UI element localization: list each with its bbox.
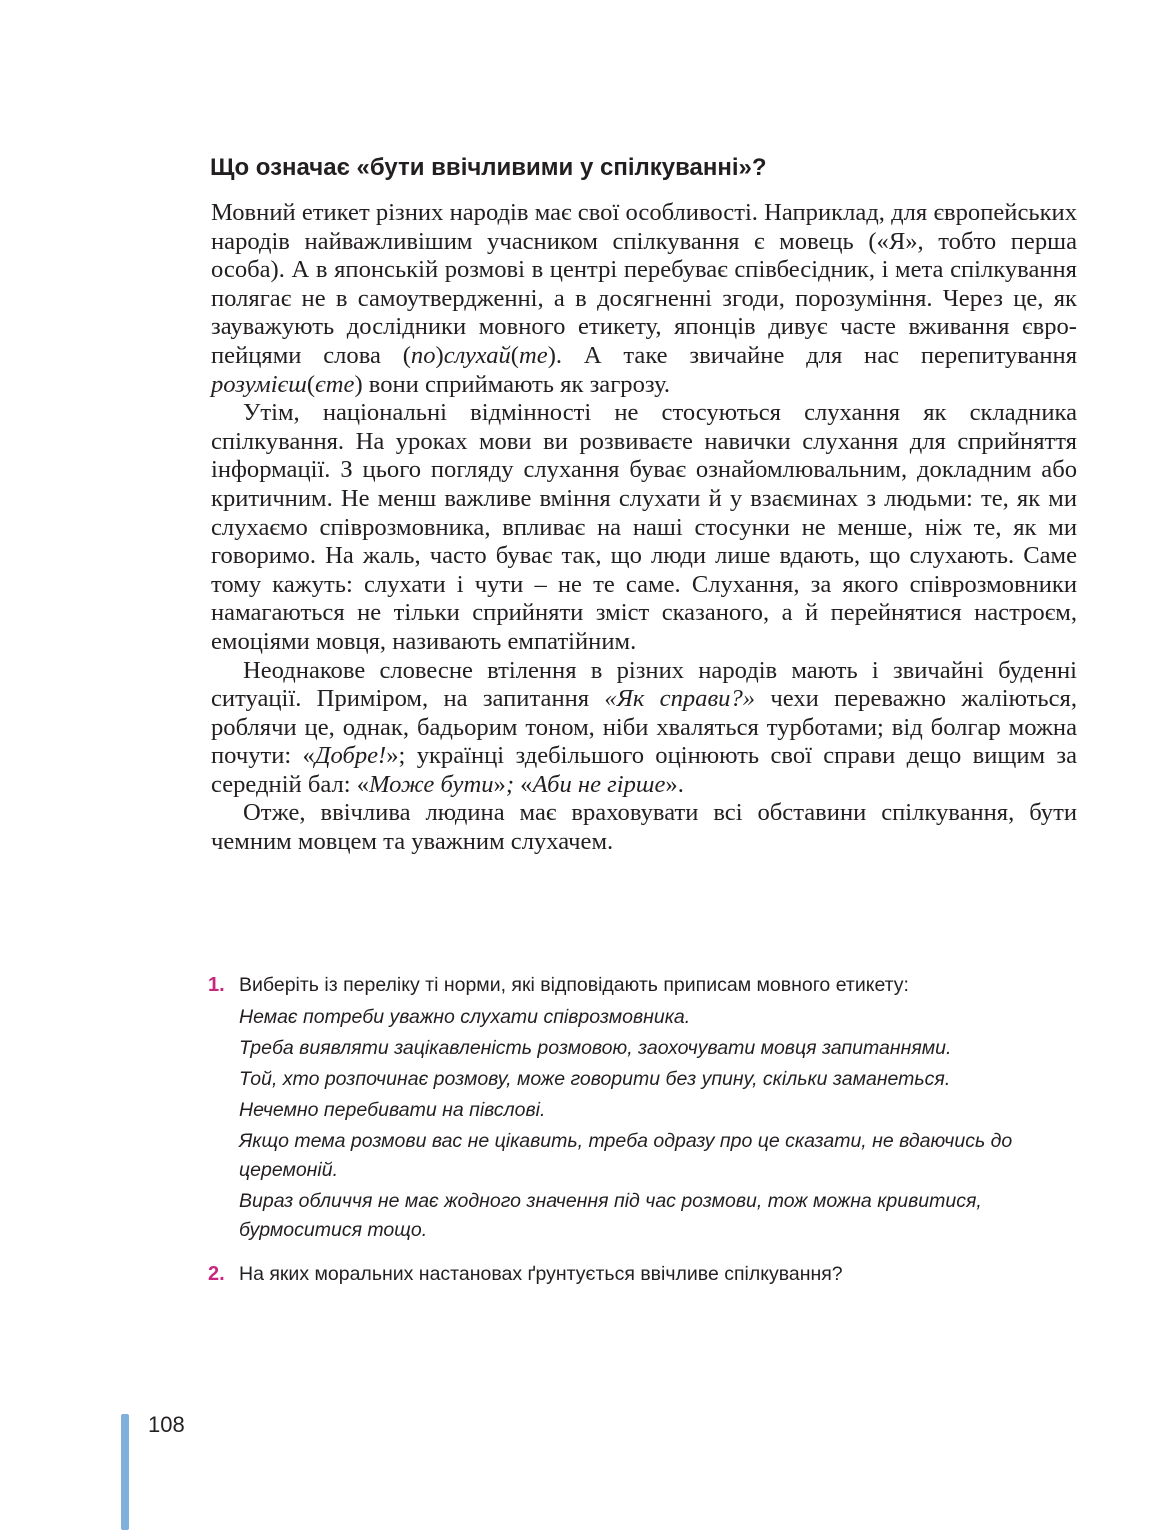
task-option: Якщо тема розмови вас не цікавить, треба одразу про це сказати, не вдаючись до церемоній.	[239, 1130, 1013, 1181]
task-option: Вираз обличчя не має жодного значення під час розмови, тож можна кривитися, бурмоситися тощо.	[239, 1190, 982, 1241]
italic-run: Аби не гірше	[532, 770, 666, 798]
italic-run: «Як справи?»	[604, 685, 756, 713]
text-run: Утім, національні відмінності не стосуються слухання як складника спілкування. На уроках мови ви розвиваєте навички слухання для сприйняття інформації. З цього погляду слухання буває ознайомлювальним, докладним або критичним. Не менш важливе вміння слухати й у взаєминах з людьми: те, як ми слухаємо співрозмовника, впливає на наші стосунки не менше, ніж те, як ми говоримо. На жаль, часто буває так, що люди лише вдають, що слухають. Саме тому кажуть: слухати і чути – не те саме. Слухання, за якого співрозмовники намагаються не тільки сприйняти зміст сказаного, а й перейнятися настроєм, емоціями мовця, називають емпатійним.	[211, 399, 1077, 655]
task-option: Нечемно перебивати на півслові.	[239, 1099, 546, 1121]
text-run: ). А таке звичайне для нас перепитування	[547, 341, 1078, 369]
text-run: Неоднакове словесне втілення в різних народів мають і звичайні буденні ситуації. Приміром, на запитання	[211, 656, 1077, 713]
page-margin-bar	[121, 1414, 129, 1530]
tasks-section	[208, 970, 1078, 1290]
italic-run: Може бути	[369, 770, 494, 798]
text-run: Отже, ввічлива людина має враховувати всі обставини спілкування, бути чемним мовцем та уважним слухачем.	[211, 799, 1077, 856]
task-1	[208, 970, 1078, 1245]
paragraph-2	[211, 399, 1077, 656]
task-question: На яких моральних настановах ґрунтується ввічливе спілкування?	[239, 1263, 843, 1285]
task-number: 2.	[208, 1263, 225, 1285]
italic-run: Добре!	[314, 742, 387, 770]
italic-run: ;	[505, 770, 521, 798]
text-run: (	[306, 370, 316, 398]
text-run: (	[510, 341, 519, 369]
section-heading: Що означає «бути ввічливими у спілкуванні»?	[210, 154, 767, 181]
task-2	[208, 1259, 1078, 1290]
italic-run: те	[519, 341, 548, 369]
italic-run: єте	[315, 370, 355, 398]
text-run: «	[520, 770, 533, 798]
body-text	[211, 199, 1077, 857]
text-run: ».	[665, 770, 684, 798]
paragraph-4	[211, 799, 1077, 856]
paragraph-3	[211, 657, 1077, 800]
task-option: Немає потреби уважно слухати співрозмовника.	[239, 1006, 691, 1028]
text-run: )	[435, 341, 444, 369]
text-run: »	[493, 770, 506, 798]
text-run: чехи переважно жаліються, роблячи це, однак, бадьорим тоном, ніби хваляться турботами; від болгар можна почути: «	[211, 685, 1077, 770]
text-run: Мовний етикет різних народів має свої особливості. Наприклад, для європейських народів найважливішим учасником спілкування є мовець («Я», тобто перша особа). А в японській розмові в центрі перебуває співбесідник, і мета спілкування полягає не в самоутвердженні, а в досягненні згоди, порозуміння. Через це, як зауважують дослідники мовного етикету, японців дивує часте вживання європейцями слова (	[211, 199, 1077, 369]
task-option: Треба виявляти зацікавленість розмовою, заохочувати мовця запитаннями.	[239, 1037, 952, 1059]
italic-run: розумієш	[211, 370, 307, 398]
paragraph-1	[211, 199, 1077, 399]
italic-run: по	[410, 341, 436, 369]
text-run: ) вони сприймають як загрозу.	[354, 370, 671, 398]
task-option: Той, хто розпочинає розмову, може говорити без упину, скільки заманеться.	[239, 1068, 951, 1090]
page-number: 108	[148, 1412, 185, 1437]
italic-run: слухай	[443, 341, 511, 369]
task-number: 1.	[208, 974, 225, 996]
text-run: »; українці здебільшого оцінюють свої справи дещо вищим за середній бал: «	[211, 742, 1077, 798]
task-question: Виберіть із переліку ті норми, які відповідають приписам мовного етикету:	[239, 974, 909, 996]
